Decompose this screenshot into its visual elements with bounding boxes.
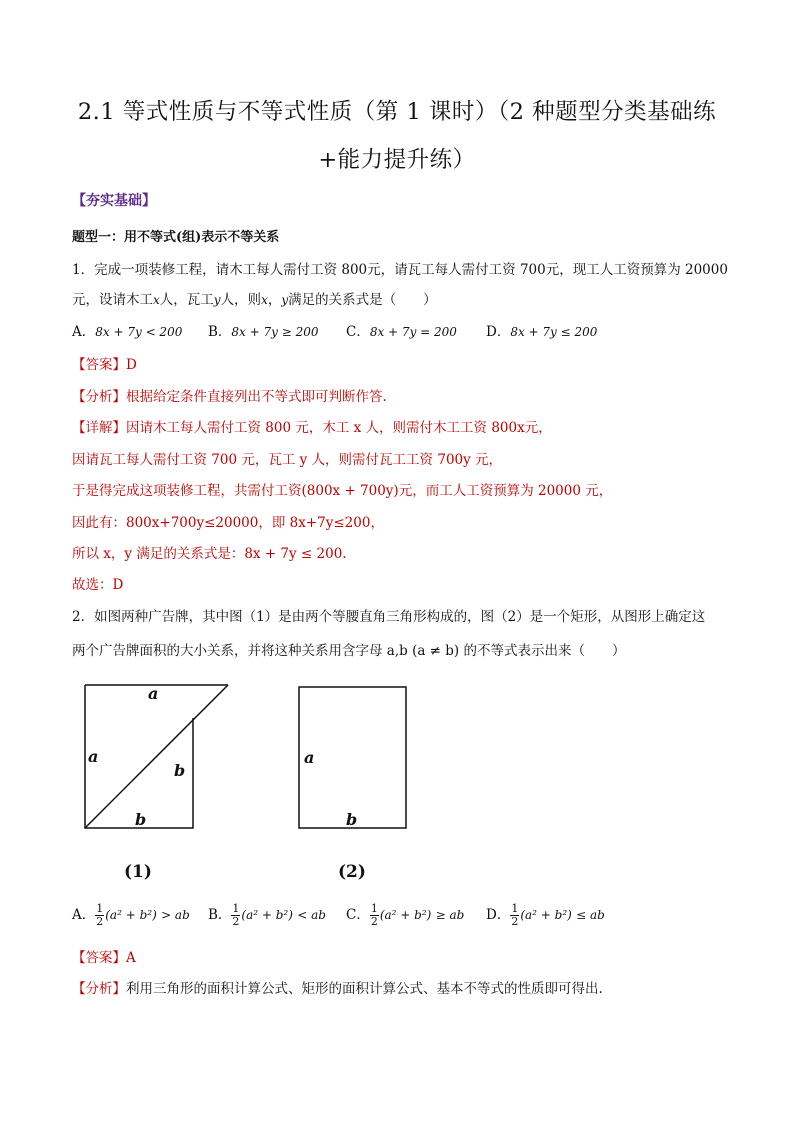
fig1-label-left: a	[88, 747, 99, 766]
q2-option-b[interactable]	[208, 903, 326, 928]
option-label: C．	[346, 324, 370, 340]
answer-value: A	[126, 950, 136, 966]
option-rel: < ab	[297, 908, 326, 922]
option-expr: 8x + 7y < 200	[95, 325, 183, 339]
q1-text: ，	[267, 292, 282, 308]
detail-text: 因请木工每人需付工资 800 元，木工 x 人，则需付木工工资 800x元，	[126, 420, 552, 436]
q1-detail-5: 所以 x，y 满足的关系式是：8x + 7y ≤ 200.	[72, 546, 347, 562]
answer-tag: 【答案】	[72, 357, 126, 373]
q1-analysis	[72, 385, 732, 405]
option-label: A．	[72, 907, 96, 923]
fig1-label-top: a	[148, 684, 159, 703]
option-rel: ≥ ab	[435, 908, 465, 922]
q1-stem-line2	[72, 288, 732, 308]
option-expr: (a² + b²)	[105, 908, 157, 922]
analysis-tag: 【分析】	[72, 389, 126, 405]
option-expr: 8x + 7y ≥ 200	[231, 325, 319, 339]
analysis-tag: 【分析】	[72, 981, 126, 997]
q1-option-b[interactable]	[208, 320, 319, 340]
q1-detail-3: 于是得完成这项装修工程，共需付工资(800x + 700y)元，而工人工资预算为 20000 元，	[72, 483, 613, 499]
fraction-half	[370, 903, 379, 928]
fraction-half	[95, 903, 104, 928]
document-title-line2: +能力提升练）	[318, 147, 476, 173]
detail-tag: 【详解】	[72, 420, 126, 436]
option-rel: ≤ ab	[576, 908, 605, 922]
var-y: y	[281, 293, 289, 307]
option-expr: (a² + b²)	[379, 908, 432, 922]
frac-num: 1	[370, 902, 378, 915]
section-heading: 【夯实基础】	[72, 193, 156, 209]
q1-answer	[72, 353, 732, 373]
option-label: D．	[486, 324, 511, 340]
option-label: A．	[72, 324, 96, 340]
q1-text: 满足的关系式是（ ）	[288, 292, 437, 308]
q1-text: 人，则	[220, 292, 262, 308]
q1-option-a[interactable]	[72, 320, 182, 340]
document-title-line1: 2.1 等式性质与不等式性质（第 1 课时）（2 种题型分类基础练	[77, 99, 717, 125]
frac-num: 1	[232, 902, 240, 915]
q2-option-d[interactable]	[486, 903, 605, 928]
q1-option-c[interactable]	[346, 320, 457, 340]
q1-text: 人，瓦工	[159, 292, 214, 308]
frac-den: 2	[232, 915, 240, 928]
q1-detail-1	[72, 416, 732, 436]
fig1-label-bottom: b	[135, 810, 147, 829]
answer-tag: 【答案】	[72, 950, 126, 966]
fig2-caption: (2)	[338, 862, 366, 882]
var-x: x	[261, 293, 268, 307]
q2-stem-line2: 两个广告牌面积的大小关系，并将这种关系用含字母 a,b (a ≠ b) 的不等式表示出来（ ）	[72, 643, 626, 659]
fraction-half	[231, 903, 240, 928]
option-expr: 8x + 7y = 200	[369, 325, 457, 339]
frac-den: 2	[96, 915, 104, 928]
q2-analysis	[72, 977, 732, 997]
q2-answer	[72, 946, 732, 966]
fraction-half	[510, 903, 519, 928]
option-expr: (a² + b²)	[520, 908, 572, 922]
fig2-label-bottom: b	[346, 810, 358, 829]
option-rel: > ab	[161, 908, 190, 922]
answer-value: D	[126, 357, 137, 373]
option-expr: 8x + 7y ≤ 200	[510, 325, 598, 339]
frac-den: 2	[511, 915, 519, 928]
q1-choose: 故选：D	[72, 577, 124, 593]
q2-option-c[interactable]	[346, 903, 464, 928]
option-expr: (a² + b²)	[241, 908, 293, 922]
frac-num: 1	[511, 902, 519, 915]
option-label: C．	[346, 907, 370, 923]
analysis-text: 根据给定条件直接列出不等式即可判断作答.	[126, 389, 387, 405]
frac-num: 1	[96, 902, 104, 915]
fig2-label-left: a	[304, 748, 315, 767]
q1-text: 元，设请木工	[72, 292, 153, 308]
topic-heading: 题型一：用不等式(组)表示不等关系	[72, 230, 280, 245]
q1-option-d[interactable]	[486, 320, 597, 340]
frac-den: 2	[370, 915, 378, 928]
fig1-caption: (1)	[124, 862, 152, 882]
option-label: D．	[486, 907, 511, 923]
q1-detail-2: 因请瓦工每人需付工资 700 元，瓦工 y 人，则需付瓦工工资 700y 元，	[72, 452, 503, 468]
var-y: y	[213, 293, 221, 307]
q1-stem-line1: 1．完成一项装修工程，请木工每人需付工资 800元，请瓦工每人需付工资 700元，现工人工资预算为 20000	[72, 262, 728, 278]
option-label: B．	[208, 907, 232, 923]
option-label: B．	[208, 324, 232, 340]
q2-option-a[interactable]	[72, 903, 190, 928]
var-x: x	[153, 293, 160, 307]
figure-1-triangles	[80, 680, 240, 835]
q1-detail-4: 因此有：800x+700y≤20000，即 8x+7y≤200，	[72, 515, 384, 531]
q2-stem-line1: 2．如图两种广告牌，其中图（1）是由两个等腰直角三角形构成的，图（2）是一个矩形，从图形上确定这	[72, 609, 706, 625]
analysis-text: 利用三角形的面积计算公式、矩形的面积计算公式、基本不等式的性质即可得出.	[126, 981, 603, 997]
fig1-label-right: b	[174, 761, 186, 780]
